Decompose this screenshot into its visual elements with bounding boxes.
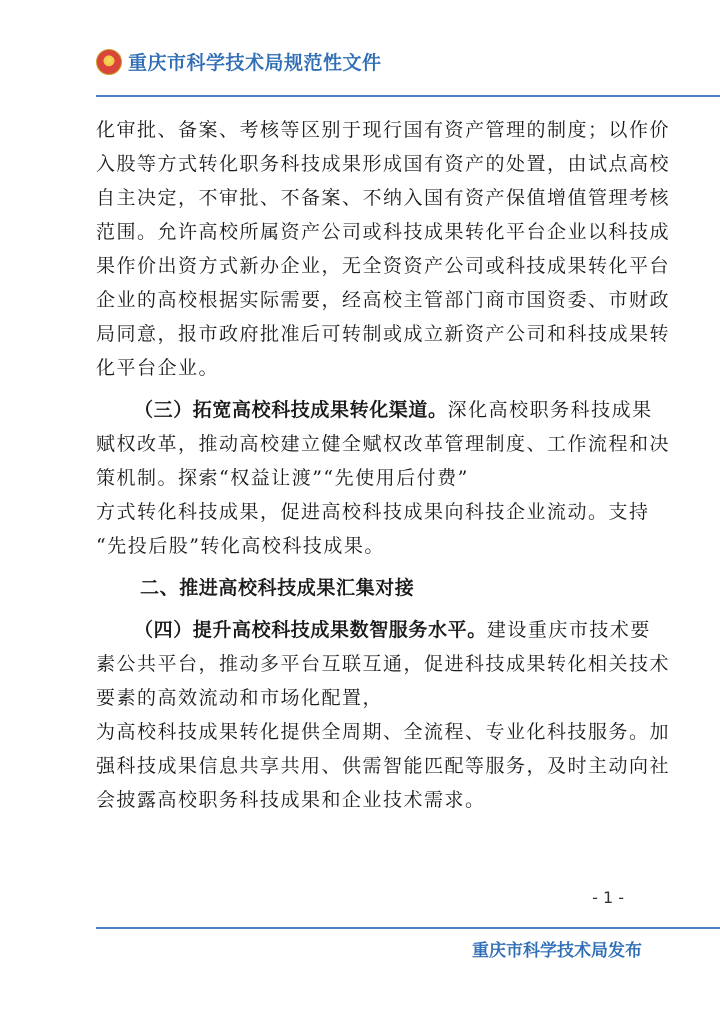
footer-publisher: 重庆市科学技术局发布 (472, 941, 642, 961)
footer-rule (96, 927, 720, 929)
document-header (96, 48, 382, 75)
text-line: 赋权改革，推动高校建立健全赋权改革管理制度、工作流程和决 (96, 433, 671, 455)
subsection-heading: （四）提升高校科技成果数智服务水平。 (134, 619, 487, 641)
header-rule (96, 95, 720, 97)
subsection-heading: （三）拓宽高校科技成果转化渠道。 (134, 399, 448, 421)
header-title: 重庆市科学技术局规范性文件 (128, 52, 382, 74)
text-line: 企业的高校根据实际需要，经高校主管部门商市国资委、市财政 (96, 289, 671, 311)
document-body (96, 113, 671, 817)
text-line: 化平台企业。 (96, 357, 220, 379)
text-line: 素公共平台，推动多平台互联互通，促进科技成果转化相关技术 (96, 653, 671, 675)
text-line: 范围。允许高校所属资产公司或科技成果转化平台企业以科技成 (96, 221, 671, 243)
text-line: 化审批、备案、考核等区别于现行国有资产管理的制度；以作价 (96, 119, 671, 141)
text-run: 深化高校职务科技成果 (447, 399, 653, 421)
page-number: - 1 - (592, 888, 624, 907)
text-line: 方式转化科技成果，促进高校科技成果向科技企业流动。支持 (96, 501, 650, 523)
paragraph-line (96, 393, 653, 427)
text-line: 策机制。探索“权益让渡”“先使用后付费” (96, 467, 469, 489)
text-line: 强科技成果信息共享共用、供需智能匹配等服务，及时主动向社 (96, 755, 671, 777)
text-run: 建设重庆市技术要 (486, 619, 651, 641)
national-emblem-icon (96, 49, 122, 75)
text-line: 要素的高效流动和市场化配置， (96, 687, 384, 709)
section-heading: 二、推进高校科技成果汇集对接 (140, 577, 415, 599)
text-line: 局同意，报市政府批准后可转制或成立新资产公司和科技成果转 (96, 323, 671, 345)
text-line: 为高校科技成果转化提供全周期、全流程、专业化科技服务。加 (96, 721, 671, 743)
text-line: 入股等方式转化职务科技成果形成国有资产的处置，由试点高校 (96, 153, 671, 175)
text-line: 果作价出资方式新办企业，无全资资产公司或科技成果转化平台 (96, 255, 671, 277)
text-line: “先投后股”转化高校科技成果。 (96, 535, 385, 557)
text-line: 自主决定，不审批、不备案、不纳入国有资产保值增值管理考核 (96, 187, 671, 209)
text-line: 会披露高校职务科技成果和企业技术需求。 (96, 789, 486, 811)
paragraph-line (96, 613, 651, 647)
